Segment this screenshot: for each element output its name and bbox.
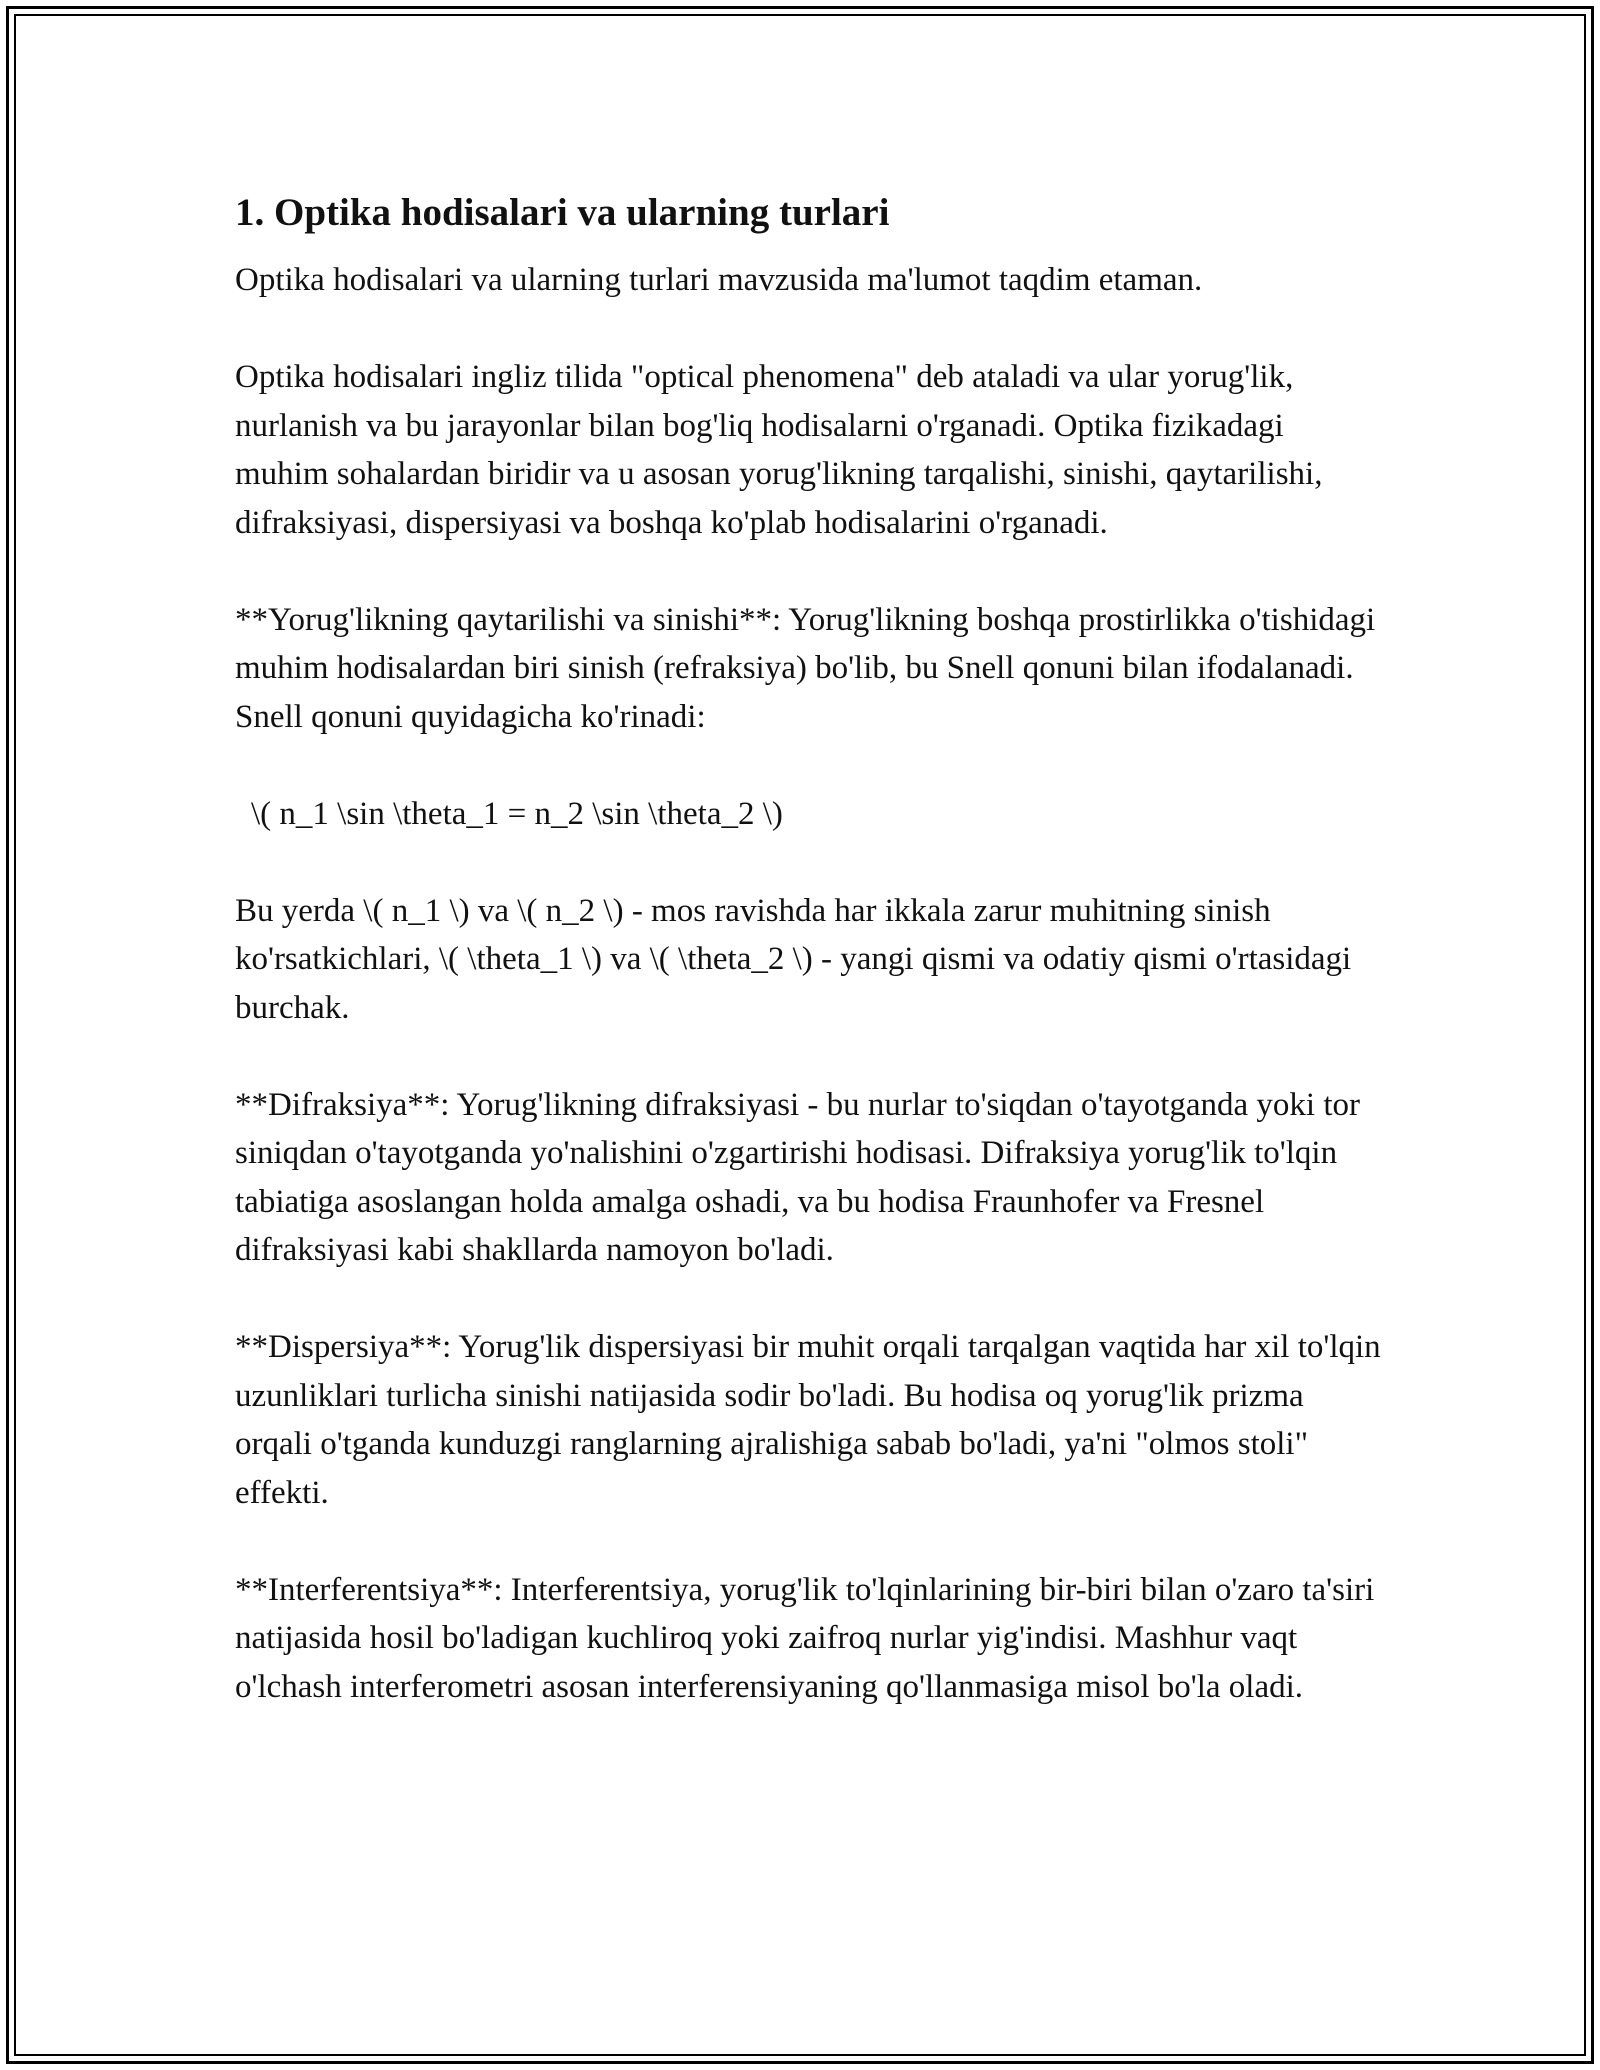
diffraction-paragraph: **Difraksiya**: Yorug'likning difraksiyasi - bu nurlar to'siqdan o'tayotganda yoki tor siniqdan o'tayotganda yo'nalishini o'zgartirishi hodisasi. Difraksiya yorug'lik to'lqin tabiatiga asoslangan holda amalga oshadi, va bu hodisa Fraunhofer va Fresnel difraksiyasi kabi shakllarda namoyon bo'ladi. — [235, 1086, 1361, 1268]
document-body — [235, 186, 1385, 1760]
dispersion-paragraph: **Dispersiya**: Yorug'lik dispersiyasi bir muhit orqali tarqalgan vaqtida har xil to'lqin uzunliklari turlicha sinishi natijasida sodir bo'ladi. Bu hodisa oq yorug'lik prizma orqali o'tganda kunduzgi ranglarning ajralishiga sabab bo'ladi, ya'ni "olmos stoli" effekti. — [235, 1329, 1381, 1511]
optics-overview-paragraph: Optika hodisalari ingliz tilida "optical phenomena" deb ataladi va ular yorug'lik, nurlanish va bu jarayonlar bilan bog'liq hodisalarni o'rganadi. Optika fizikadagi muhim sohalardan biridir va u asosan yorug'likning tarqalishi, sinishi, qaytarilishi, difraksiyasi, dispersiyasi va boshqa ko'plab hodisalarini o'rganadi. — [235, 359, 1323, 541]
document-title: 1. Optika hodisalari va ularning turlari — [235, 191, 890, 234]
formula-explanation-paragraph: Bu yerda \( n_1 \) va \( n_2 \) - mos ravishda har ikkala zarur muhitning sinish ko'rsatkichlari, \( \theta_1 \) va \( \theta_2 \) - yangi qismi va odatiy qismi o'rtasidagi burchak. — [235, 892, 1352, 1026]
snell-law-formula: \( n_1 \sin \theta_1 = n_2 \sin \theta_2 \) — [251, 795, 783, 832]
interference-paragraph: **Interferentsiya**: Interferentsiya, yorug'lik to'lqinlarining bir-biri bilan o'zaro ta'siri natijasida hosil bo'ladigan kuchliroq yoki zaifroq nurlar yig'indisi. Mashhur vaqt o'lchash interferometri asosan interferensiyaning qo'llanmasiga misol bo'la oladi. — [235, 1571, 1375, 1705]
reflection-refraction-paragraph: **Yorug'likning qaytarilishi va sinishi**: Yorug'likning boshqa prostirlikka o'tishidagi muhim hodisalardan biri sinish (refraksiya) bo'lib, bu Snell qonuni bilan ifodalanadi. Snell qonuni quyidagicha ko'rinadi: — [235, 601, 1376, 735]
intro-paragraph: Optika hodisalari va ularning turlari mavzusida ma'lumot taqdim etaman. — [235, 262, 1203, 298]
